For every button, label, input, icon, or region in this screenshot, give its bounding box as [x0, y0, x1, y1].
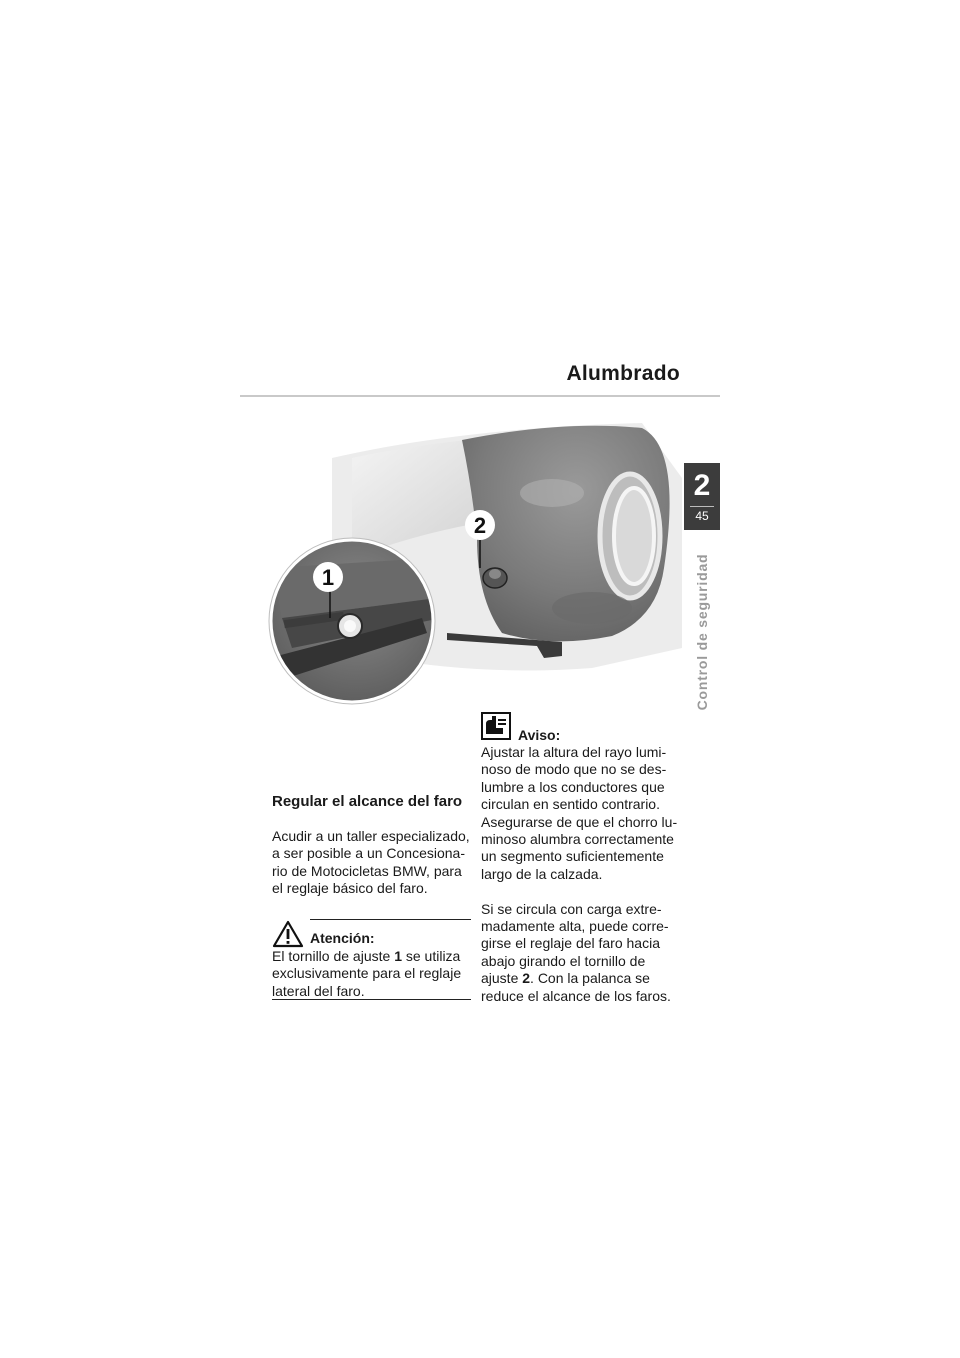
callout-2: 2 [473, 513, 487, 538]
note-text [481, 744, 691, 1005]
note-paragraph-1: Ajustar la altura del rayo lumi- noso de modo que no se des- lumbre a los conductores que circulan en sentido contrario. Asegurarse de que el chorro lu- minoso alumbra correctamente un segmento suficientemente largo de la calzada. [481, 744, 678, 882]
page-number: 45 [695, 509, 709, 523]
chapter-number: 2 [693, 469, 711, 502]
note-paragraph-2-start: Si se circula con carga extre- madamente alta, puede corre- girse el reglaje del faro hacia abajo girando el tornillo de ajuste [481, 900, 669, 987]
callout-1: 1 [321, 565, 335, 590]
caution-label: Atención: [310, 930, 375, 946]
note-label: Aviso: [518, 727, 561, 743]
title-divider [240, 395, 720, 397]
caution-top-rule [310, 919, 471, 920]
info-note-icon [481, 712, 511, 745]
headlight-figure [262, 418, 688, 714]
headlight-illustration [262, 418, 688, 714]
section-heading: Regular el alcance del faro [272, 793, 463, 810]
page-title: Alumbrado [566, 362, 680, 385]
caution-ref: 1 [394, 948, 402, 964]
chapter-side-label: Control de seguridad [694, 553, 710, 711]
section-body: Acudir a un taller especializado, a ser posible a un Concesiona- rio de Motocicletas BMW, para el reglaje básico del faro. [272, 828, 470, 897]
caution-text-end: se utiliza exclusivamente para el reglaje lateral del faro. [272, 948, 462, 999]
note-paragraph-2-end: . Con la palanca se reduce el alcance de los faros. [481, 970, 671, 1004]
chapter-tab [684, 463, 720, 530]
tab-divider [690, 506, 714, 507]
caution-text-start: El tornillo de ajuste [272, 948, 395, 964]
caution-text [272, 948, 477, 1000]
caution-bottom-rule [272, 999, 471, 1000]
note-ref: 2 [522, 970, 531, 987]
